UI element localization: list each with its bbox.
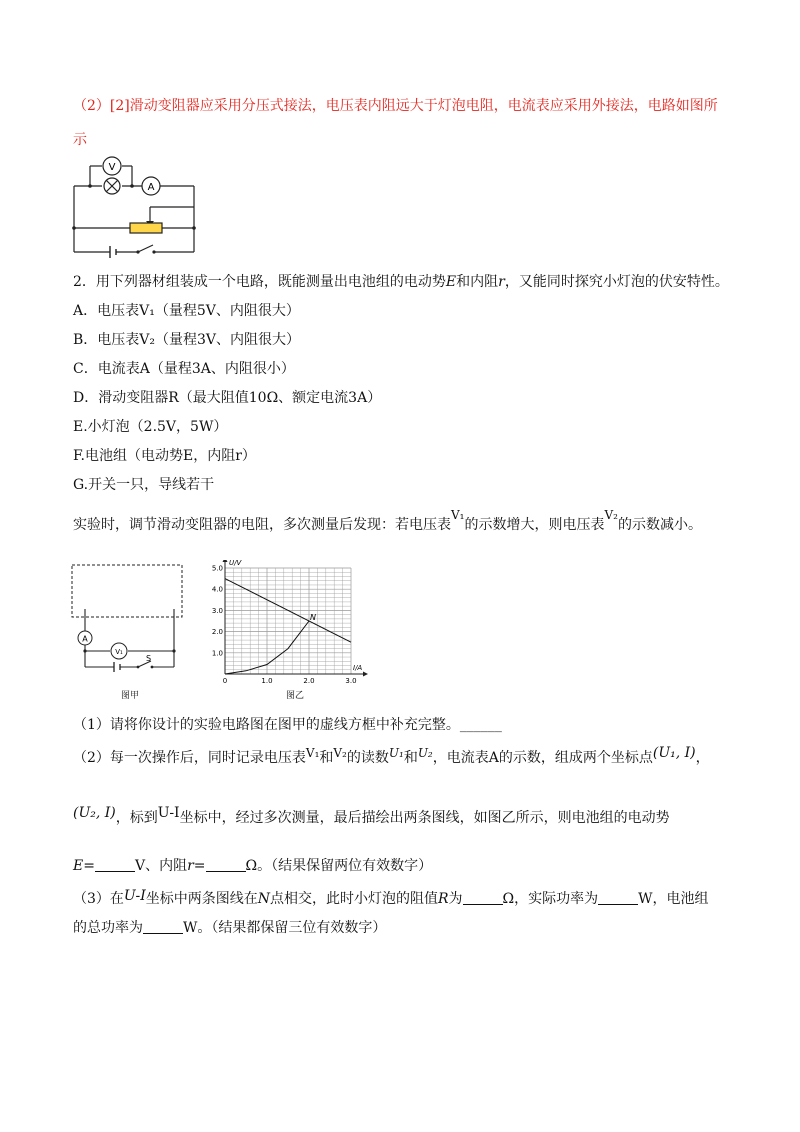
stem-text-c: ，又能同时探究小灯泡的伏安特性。 — [504, 274, 729, 290]
q3-line-2 — [73, 918, 386, 938]
q2-line-3 — [73, 856, 432, 876]
experiment-v1: V₁ — [451, 508, 465, 522]
figure-jia-caption: 图甲 — [121, 691, 140, 701]
q2-u1: U₁ — [388, 746, 404, 760]
battery-icon — [114, 662, 120, 672]
jia-ammeter-label: A — [82, 634, 88, 644]
q2-r: r — [187, 858, 194, 874]
answer-line-1: （2）[2]滑动变阻器应采用分压式接法，电压表内阻远大于灯泡电阻，电流表应采用外接法，电路如图所 — [73, 98, 718, 114]
rheostat-icon — [130, 223, 162, 233]
x-tick-label: 1.0 — [261, 677, 273, 684]
blank-internal-resistance[interactable] — [206, 857, 246, 872]
y-tick-label: 4.0 — [211, 585, 223, 594]
q3-text-e: Ω，实际功率为 — [502, 891, 599, 907]
q3-text-f: W，电池组 — [638, 891, 709, 907]
experiment-text — [73, 508, 702, 535]
blank-total-power[interactable] — [143, 919, 183, 934]
chart-xlabel: I/A — [353, 664, 363, 672]
q2-text-e: 坐标中，经过多次测量，最后描绘出两条图线，如图乙所示，则电池组的电动势 — [179, 810, 670, 826]
x-tick-label: 3.0 — [345, 677, 357, 684]
q2-v1: V₁ — [305, 746, 320, 760]
experiment-text-a: 实验时，调节滑动变阻器的电阻，多次测量后发现：若电压表 — [73, 517, 451, 533]
x-axis-arrow — [363, 672, 368, 677]
y-axis-arrow — [223, 560, 228, 562]
option-a: A．电压表V₁（量程5V、内阻很大） — [73, 303, 300, 319]
q2-comma: ， — [695, 750, 710, 766]
q2-e-label: E= — [73, 858, 95, 874]
q3-text-b: 坐标中两条图线在 — [145, 891, 258, 907]
y-tick-label: 3.0 — [211, 606, 223, 615]
q3-ui: U-I — [123, 888, 146, 904]
q2-v2: V₂ — [333, 746, 347, 760]
q2-text-g: Ω。（结果保留两位有效数字） — [245, 858, 433, 874]
ammeter-label: A — [147, 182, 155, 193]
switch-icon — [136, 245, 155, 254]
q2-line-2 — [73, 805, 670, 828]
q1-text: （1）请将你设计的实验电路图在图甲的虚线方框中补充完整。______ — [73, 717, 502, 733]
q2-line-1 — [73, 745, 710, 768]
q2-point-2: (U₂, I) — [73, 805, 116, 821]
jia-voltmeter-label: V₁ — [115, 648, 123, 656]
q3-n: N — [257, 891, 270, 907]
option-e: E.小灯泡（2.5V，5W） — [73, 419, 228, 435]
chart-grid — [225, 568, 351, 674]
option-f: F.电池组（电动势E，内阻r） — [73, 448, 256, 464]
q2-point-1: (U₁, I) — [652, 745, 696, 761]
q3-text-g: 的总功率为 — [73, 920, 143, 936]
figure-yi-caption: 图乙 — [286, 691, 305, 701]
q2-text-d: ，标到 — [115, 810, 158, 826]
q2-ui: U-I — [157, 805, 180, 821]
x-tick-label: 0 — [222, 677, 228, 684]
battery-icon — [110, 246, 116, 258]
q3-text-a: （3）在 — [73, 891, 124, 907]
option-g: G.开关一只，导线若干 — [73, 477, 215, 493]
q2-and2: 和 — [403, 750, 418, 766]
experiment-v2: V₂ — [604, 508, 618, 522]
y-tick-label: 1.0 — [211, 649, 223, 658]
q2-u2: U₂ — [417, 746, 433, 760]
stem-text-a: 2．用下列器材组装成一个电路，既能测量出电池组的电动势 — [73, 274, 446, 290]
jia-switch-label: S — [146, 654, 152, 663]
blank-emf[interactable] — [95, 857, 135, 872]
chart-intersection-label: N — [310, 613, 316, 622]
q2-text-c: ，电流表A的示数，组成两个坐标点 — [432, 750, 653, 766]
chart-series — [225, 579, 351, 674]
q2-text-a: （2）每一次操作后，同时记录电压表 — [73, 750, 306, 766]
voltmeter-label: V — [108, 162, 116, 173]
q2-and: 和 — [319, 750, 334, 766]
q3-text-h: W。（结果都保留三位有效数字） — [183, 920, 387, 936]
q3-text-c: 点相交，此时小灯泡的阻值 — [270, 891, 438, 907]
stem-E: E — [445, 274, 457, 290]
chart-ylabel: U/V — [229, 560, 242, 567]
answer-line-2: 示 — [73, 132, 87, 148]
u-i-chart — [210, 560, 380, 684]
q3-line-1 — [73, 889, 709, 909]
q2-eq: = — [193, 858, 206, 874]
blank-resistance[interactable] — [463, 890, 503, 905]
option-d: D．滑动变阻器R（最大阻值10Ω、额定电流3A） — [73, 390, 382, 406]
circuit-figure-jia — [70, 563, 185, 673]
blank-actual-power[interactable] — [598, 890, 638, 905]
experiment-text-b: 的示数增大，则电压表 — [464, 517, 605, 533]
experiment-text-c: 的示数减小。 — [617, 517, 702, 533]
x-tick-label: 2.0 — [303, 677, 315, 684]
y-tick-label: 2.0 — [211, 628, 223, 637]
option-c: C．电流表A（量程3A、内阻很小） — [73, 361, 295, 377]
q2-text-b: 的读数 — [346, 750, 389, 766]
stem-r: r — [498, 274, 505, 290]
circuit-figure-answer — [70, 152, 200, 258]
q3-text-d: 为 — [448, 891, 463, 907]
y-tick-label: 5.0 — [211, 564, 223, 573]
stem-text-b: 和内阻 — [456, 274, 499, 290]
option-b: B．电压表V₂（量程3V、内阻很大） — [73, 332, 301, 348]
chart-axes — [223, 560, 369, 677]
question-stem — [73, 272, 729, 292]
q3-R: R — [438, 891, 449, 907]
q2-text-f: V、内阻 — [134, 858, 188, 874]
